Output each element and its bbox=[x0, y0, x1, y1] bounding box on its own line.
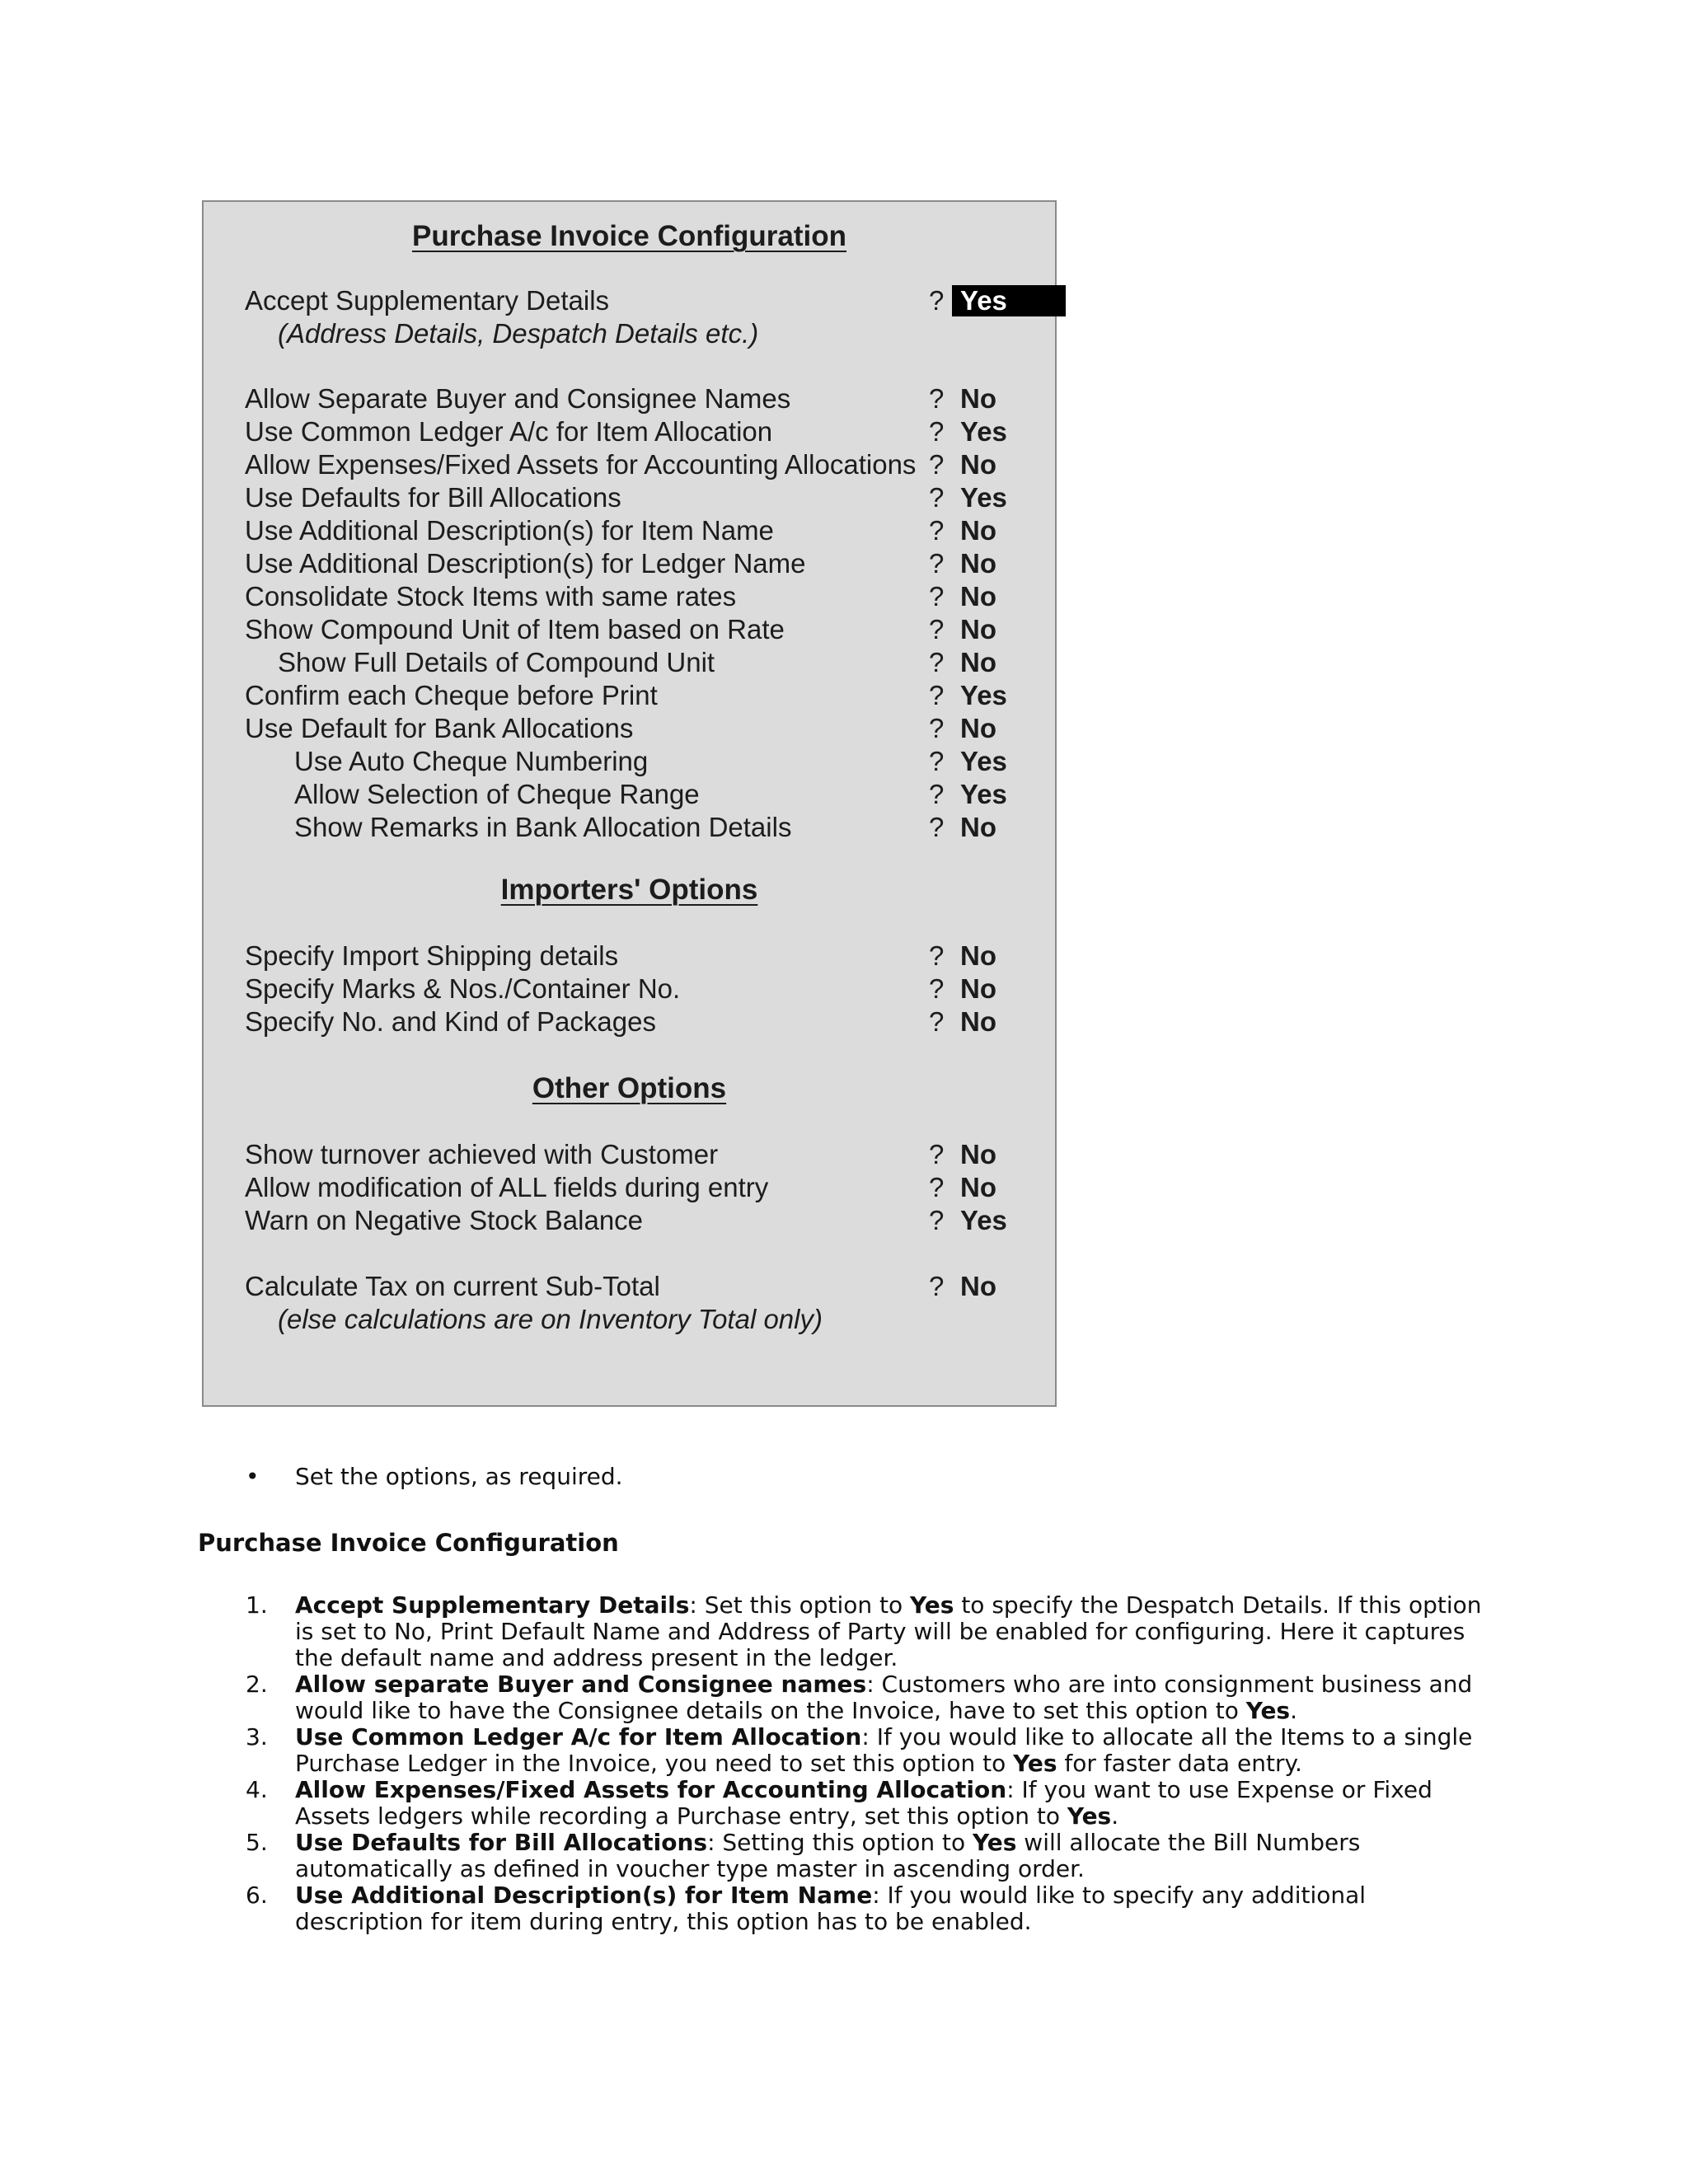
purchase-invoice-config-panel bbox=[202, 200, 1057, 1407]
question-mark: ? bbox=[929, 812, 945, 842]
config-value[interactable]: Yes bbox=[960, 746, 1007, 776]
step-text: If you would like to specify any additional description for item during entry, this option has to be enabled. bbox=[295, 1882, 1367, 1935]
config-row[interactable] bbox=[245, 382, 1036, 415]
step-item bbox=[246, 1882, 1482, 1935]
step-number: 4. bbox=[246, 1776, 268, 1803]
config-label: Allow Expenses/Fixed Assets for Accounting Allocations bbox=[245, 449, 917, 480]
config-value[interactable]: Yes bbox=[960, 482, 1007, 513]
config-row[interactable] bbox=[245, 646, 1036, 679]
config-row-calculate-tax[interactable] bbox=[245, 1270, 1036, 1303]
step-term: Accept Supplementary Details bbox=[295, 1591, 690, 1619]
question-mark: ? bbox=[929, 1139, 945, 1169]
config-label: Warn on Negative Stock Balance bbox=[245, 1205, 644, 1235]
config-value[interactable]: Yes bbox=[960, 680, 1007, 710]
config-row[interactable] bbox=[245, 1204, 1036, 1237]
step-term: Use Additional Description(s) for Item Name bbox=[295, 1882, 873, 1909]
config-row[interactable] bbox=[245, 448, 1036, 481]
step-number: 2. bbox=[246, 1671, 268, 1698]
doc-heading: Purchase Invoice Configuration bbox=[198, 1529, 619, 1557]
step-term: Use Common Ledger A/c for Item Allocation bbox=[295, 1723, 862, 1750]
config-value[interactable]: No bbox=[960, 973, 996, 1004]
step-separator: : bbox=[689, 1591, 705, 1619]
config-label: Specify Import Shipping details bbox=[245, 940, 619, 971]
config-row[interactable] bbox=[245, 712, 1036, 745]
question-mark: ? bbox=[929, 713, 945, 743]
question-mark: ? bbox=[929, 680, 945, 710]
question-mark: ? bbox=[929, 548, 945, 579]
config-row[interactable] bbox=[245, 547, 1036, 580]
step-emphasis: Yes bbox=[1245, 1697, 1291, 1724]
config-value[interactable]: Yes bbox=[960, 1205, 1007, 1235]
config-label: Allow Selection of Cheque Range bbox=[294, 779, 700, 809]
question-mark: ? bbox=[929, 973, 945, 1004]
question-mark: ? bbox=[929, 940, 945, 971]
config-row[interactable] bbox=[245, 972, 1036, 1005]
config-label: Specify Marks & Nos./Container No. bbox=[245, 973, 681, 1004]
bullet-dot: • bbox=[246, 1463, 260, 1490]
config-value-field[interactable]: Yes bbox=[952, 285, 1066, 316]
question-mark: ? bbox=[929, 285, 945, 316]
config-row[interactable] bbox=[245, 580, 1036, 613]
question-mark: ? bbox=[929, 383, 945, 414]
config-value[interactable]: No bbox=[960, 647, 996, 677]
question-mark: ? bbox=[929, 482, 945, 513]
config-label: Accept Supplementary Details bbox=[245, 285, 610, 316]
step-item bbox=[246, 1830, 1482, 1882]
question-mark: ? bbox=[929, 1205, 945, 1235]
config-value[interactable]: No bbox=[960, 812, 996, 842]
config-value[interactable]: No bbox=[960, 449, 996, 480]
config-row-accept-supplementary[interactable] bbox=[245, 284, 1036, 317]
panel-title: Purchase Invoice Configuration bbox=[411, 220, 847, 252]
step-text: If you would like to allocate all the Items to a single Purchase Ledger in the Invoice, you need to set this option to bbox=[295, 1723, 1473, 1777]
config-label: Show turnover achieved with Customer bbox=[245, 1139, 719, 1169]
step-text: Setting this option to bbox=[722, 1829, 973, 1856]
step-text: . bbox=[1111, 1802, 1119, 1830]
config-row[interactable] bbox=[245, 613, 1036, 646]
step-emphasis: Yes bbox=[910, 1591, 954, 1619]
config-label: Allow modification of ALL fields during entry bbox=[245, 1172, 769, 1202]
config-row[interactable] bbox=[245, 415, 1036, 448]
config-label: Use Common Ledger A/c for Item Allocation bbox=[245, 416, 773, 447]
question-mark: ? bbox=[929, 647, 945, 677]
config-row[interactable] bbox=[245, 778, 1036, 811]
config-value[interactable]: No bbox=[960, 1172, 996, 1202]
question-mark: ? bbox=[929, 779, 945, 809]
question-mark: ? bbox=[929, 416, 945, 447]
config-note: (else calculations are on Inventory Total only) bbox=[278, 1304, 823, 1334]
config-label: Allow Separate Buyer and Consignee Names bbox=[245, 383, 791, 414]
config-value[interactable]: No bbox=[960, 1006, 996, 1037]
step-number: 3. bbox=[246, 1723, 268, 1750]
config-value[interactable]: No bbox=[960, 581, 996, 612]
question-mark: ? bbox=[929, 581, 945, 612]
config-value[interactable]: No bbox=[960, 614, 996, 644]
bullet-text: Set the options, as required. bbox=[295, 1463, 623, 1490]
step-separator: : bbox=[1006, 1776, 1022, 1803]
step-item bbox=[246, 1592, 1482, 1671]
config-label: Show Remarks in Bank Allocation Details bbox=[294, 812, 792, 842]
question-mark: ? bbox=[929, 515, 945, 546]
step-text: for faster data entry. bbox=[1057, 1750, 1302, 1777]
config-label: Show Full Details of Compound Unit bbox=[278, 647, 715, 677]
config-label: Use Additional Description(s) for Item Name bbox=[245, 515, 774, 546]
step-text: . bbox=[1290, 1697, 1298, 1724]
step-term: Use Defaults for Bill Allocations bbox=[295, 1829, 708, 1856]
step-emphasis: Yes bbox=[1067, 1802, 1112, 1830]
question-mark: ? bbox=[929, 1271, 945, 1301]
config-label: Calculate Tax on current Sub-Total bbox=[245, 1271, 660, 1301]
config-row[interactable] bbox=[245, 481, 1036, 514]
step-text: will allocate the Bill Numbers automatically as defined in voucher type master in ascending order. bbox=[295, 1829, 1361, 1882]
config-label: Show Compound Unit of Item based on Rate bbox=[245, 614, 785, 644]
step-separator: : bbox=[872, 1882, 888, 1909]
config-row[interactable] bbox=[245, 1005, 1036, 1038]
config-value[interactable]: No bbox=[960, 515, 996, 546]
config-row[interactable] bbox=[245, 811, 1036, 844]
step-number: 1. bbox=[246, 1591, 268, 1619]
step-number: 6. bbox=[246, 1882, 268, 1909]
config-value[interactable]: Yes bbox=[960, 416, 1007, 447]
step-separator: : bbox=[707, 1829, 723, 1856]
config-value[interactable]: No bbox=[960, 548, 996, 579]
config-value[interactable]: No bbox=[960, 1139, 996, 1169]
step-item bbox=[246, 1671, 1482, 1724]
step-emphasis: Yes bbox=[973, 1829, 1017, 1856]
question-mark: ? bbox=[929, 614, 945, 644]
question-mark: ? bbox=[929, 1172, 945, 1202]
config-note: (Address Details, Despatch Details etc.) bbox=[278, 318, 759, 349]
config-label: Use Additional Description(s) for Ledger Name bbox=[245, 548, 806, 579]
config-value[interactable]: No bbox=[960, 940, 996, 971]
step-number: 5. bbox=[246, 1829, 268, 1856]
step-emphasis: Yes bbox=[1013, 1750, 1057, 1777]
question-mark: ? bbox=[929, 1006, 945, 1037]
config-label: Use Defaults for Bill Allocations bbox=[245, 482, 621, 513]
config-label: Confirm each Cheque before Print bbox=[245, 680, 658, 710]
config-label: Consolidate Stock Items with same rates bbox=[245, 581, 737, 612]
config-row[interactable] bbox=[245, 514, 1036, 547]
config-label: Use Auto Cheque Numbering bbox=[294, 746, 649, 776]
config-value[interactable]: No bbox=[960, 1271, 996, 1301]
steps-list bbox=[246, 1592, 1482, 1935]
config-label: Use Default for Bank Allocations bbox=[245, 713, 634, 743]
config-row[interactable] bbox=[245, 940, 1036, 972]
config-label: Specify No. and Kind of Packages bbox=[245, 1006, 656, 1037]
question-mark: ? bbox=[929, 746, 945, 776]
step-text: If you want to use Expense or Fixed Assets ledgers while recording a Purchase entry, set this option to bbox=[295, 1776, 1432, 1830]
step-term: Allow Expenses/Fixed Assets for Accounting Allocation bbox=[295, 1776, 1007, 1803]
config-row[interactable] bbox=[245, 679, 1036, 712]
step-text: Set this option to bbox=[704, 1591, 911, 1619]
config-value[interactable]: Yes bbox=[960, 779, 1007, 809]
question-mark: ? bbox=[929, 449, 945, 480]
config-row[interactable] bbox=[245, 1171, 1036, 1204]
step-item bbox=[246, 1724, 1482, 1777]
config-row[interactable] bbox=[245, 1138, 1036, 1171]
step-text: Customers who are into consignment business and would like to have the Consignee details on the Invoice, have to set this option to bbox=[295, 1671, 1473, 1724]
config-value[interactable]: No bbox=[960, 713, 996, 743]
step-separator: : bbox=[861, 1723, 877, 1750]
step-term: Allow separate Buyer and Consignee names bbox=[295, 1671, 867, 1698]
step-text: to specify the Despatch Details. If this option is set to No, Print Default Name and Address of Party will be enabled for configuring. Here it captures the default name and address present in the ledger. bbox=[295, 1591, 1482, 1671]
importers-title: Importers' Options bbox=[500, 874, 758, 906]
config-row[interactable] bbox=[245, 745, 1036, 778]
config-value[interactable]: No bbox=[960, 383, 996, 414]
step-item bbox=[246, 1777, 1482, 1830]
other-options-title: Other Options bbox=[532, 1072, 727, 1104]
step-separator: : bbox=[866, 1671, 882, 1698]
